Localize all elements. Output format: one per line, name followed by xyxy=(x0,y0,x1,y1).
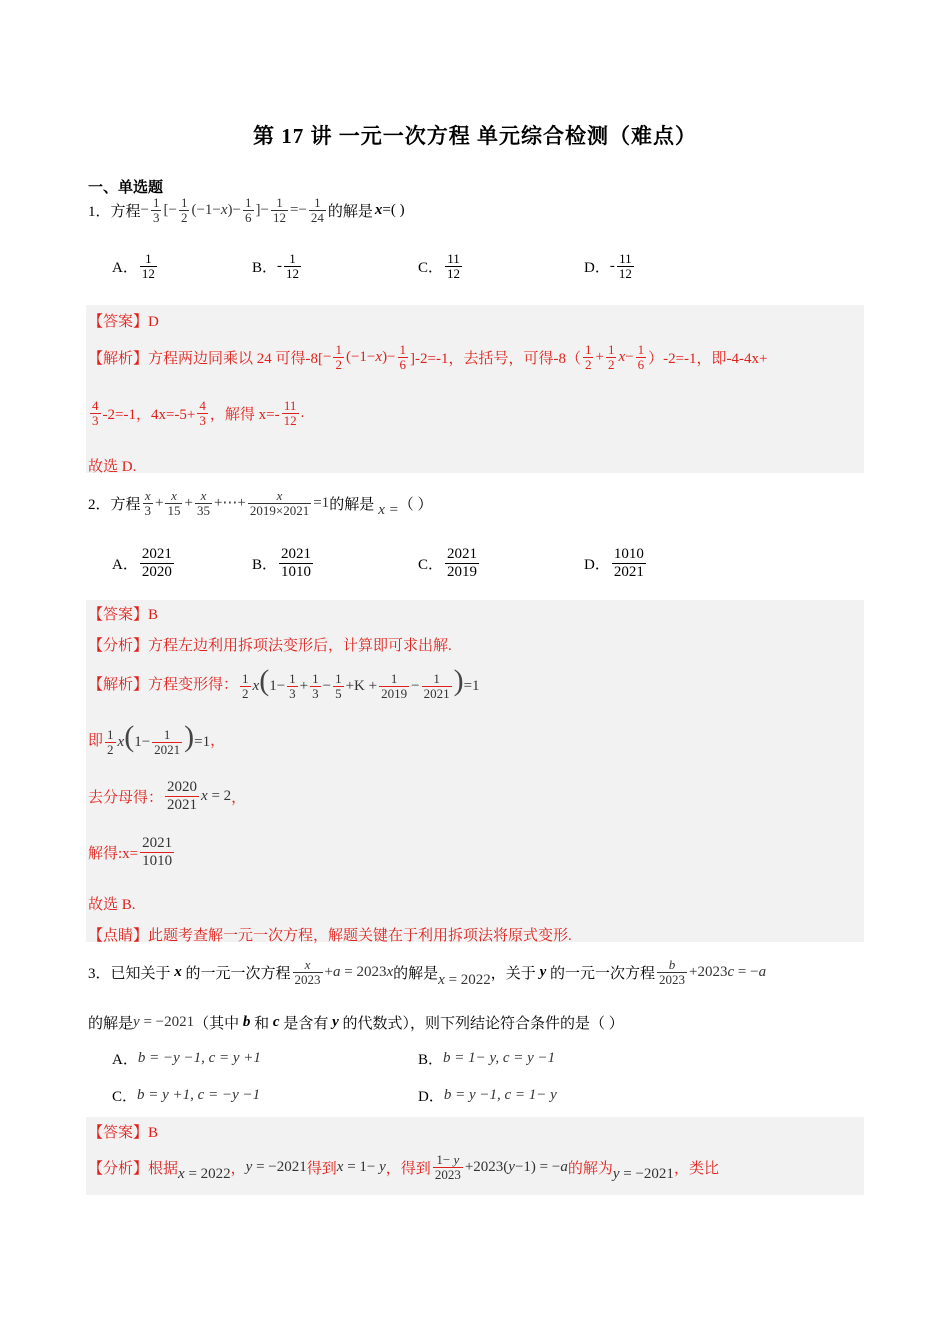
q2-equation: $\frac{x}{3}$ + $\frac{x}{15}$ + $\frac{x}{35}$ +⋯+ $\frac{x}{2019\times 2021}$ =1 xyxy=(144,488,330,518)
q2-fenxi: 【分析】方程左边利用拆项法变形后，计算即可求出解. xyxy=(88,638,452,654)
q2-option-b[interactable]: B． $\frac{2021}{1010}$ xyxy=(252,546,312,580)
q1-answer-box xyxy=(86,305,864,473)
q1-option-b[interactable]: B． - $\frac{1}{12}$ xyxy=(252,251,300,281)
page-title: 第 17 讲 一元一次方程 单元综合检测（难点） xyxy=(253,124,697,148)
question-1: 1．方程 − $\frac{1}{3}$ [− $\frac{1}{2}$ (−1−x)− $\frac{1}{6}$ ]− $\frac{1}{12}$ =− $\frac{1}{24}$ 的解是 x =( ) xyxy=(88,195,405,225)
question-3-line1: 3．已知关于 x 的一元一次方程 $\frac{x}{2023}$ +a = 2023x 的解是 x = 2022 ，关于 y 的一元一次方程 $\frac{b}{2023}$ +2023c = −a xyxy=(88,957,767,988)
q2-answer: 【答案】B xyxy=(88,607,159,623)
q3-option-d[interactable]: D． b = y −1, c = 1− y xyxy=(418,1087,557,1105)
question-2: 2．方程 $\frac{x}{3}$ + $\frac{x}{15}$ + $\frac{x}{35}$ +⋯+ $\frac{x}{2019\times 2021}$ =1 的解是 x = （ ） xyxy=(88,488,433,518)
q3-option-a[interactable]: A． b = −y −1, c = y +1 xyxy=(112,1050,261,1068)
q3-fenxi: 【分析】根据 x = 2022 ， y = −2021 得到 x = 1− y ，得到 $\frac{1- y}{2023}$ +2023(y−1) = −a 的解为 y = −2021 ，类比 xyxy=(88,1152,719,1182)
q1-option-a[interactable]: A． $\frac{1}{12}$ xyxy=(112,251,155,281)
q2-dianjing: 【点睛】此题考查解一元一次方程，解题关键在于利用拆项法将原式变形. xyxy=(88,928,572,944)
q1-analysis-line2: $\frac{4}{3}$ -2=-1，4x=-5+ $\frac{4}{3}$ ，解得 x=- $\frac{11}{12}$ . xyxy=(92,398,305,428)
q3-answer: 【答案】B xyxy=(88,1125,159,1141)
q2-jiexi: 【解析】方程变形得： $\frac{1}{2}$ x(1− $\frac{1}{3}$ + $\frac{1}{3}$ − $\frac{1}{5}$ +K + $\frac{1}{2019}$ − $\frac{1}{2021}$ )=1 xyxy=(88,664,480,702)
q2-option-a[interactable]: A． $\frac{2021}{2020}$ xyxy=(112,546,172,580)
q1-option-d[interactable]: D． - $\frac{11}{12}$ xyxy=(584,251,632,281)
q2-qu: 去分母得： $\frac{2020}{2021}$ x = 2 ， xyxy=(88,779,247,813)
q1-tail: 的解是 xyxy=(327,204,373,220)
section-heading: 一、单选题 xyxy=(88,180,164,196)
q1-choose: 故选 D. xyxy=(88,459,137,475)
q2-ji: 即 $\frac{1}{2}$ x(1− $\frac{1}{2021}$ )=1 ， xyxy=(88,720,226,758)
q3-option-b[interactable]: B． b = 1− y, c = y −1 xyxy=(418,1050,556,1068)
q1-answer: 【答案】D xyxy=(88,314,159,330)
q1-analysis-line1: 【解析】方程两边同乘以 24 可得-8[ − $\frac{1}{2}$ (−1− x )− $\frac{1}{6}$ ]-2=-1，去括号，可得-8（ $\frac{1}{2}$ + $\frac{1}{2}$ x − $\frac{1}{6}$ ）-2=-1，即-4-4x+ xyxy=(88,342,768,372)
question-3-line2: 的解是 y = −2021 （其中 b 和 c 是含有 y 的代数式），则下列结论符合条件的是（ ） xyxy=(88,1014,624,1032)
q3-option-c[interactable]: C． b = y +1, c = −y −1 xyxy=(112,1087,261,1105)
q2-choose: 故选 B. xyxy=(88,897,136,913)
q1-number: 1．方程 xyxy=(88,204,141,220)
q1-option-c[interactable]: C． $\frac{11}{12}$ xyxy=(418,251,461,281)
q2-jiede: 解得:x= $\frac{2021}{1010}$ xyxy=(88,835,173,869)
q2-option-c[interactable]: C． $\frac{2021}{2019}$ xyxy=(418,546,478,580)
q1-equation: − $\frac{1}{3}$ [− $\frac{1}{2}$ (−1−x)− $\frac{1}{6}$ ]− $\frac{1}{12}$ =− $\frac{1}{24}$ xyxy=(140,195,324,225)
q2-option-d[interactable]: D． $\frac{1010}{2021}$ xyxy=(584,546,644,580)
